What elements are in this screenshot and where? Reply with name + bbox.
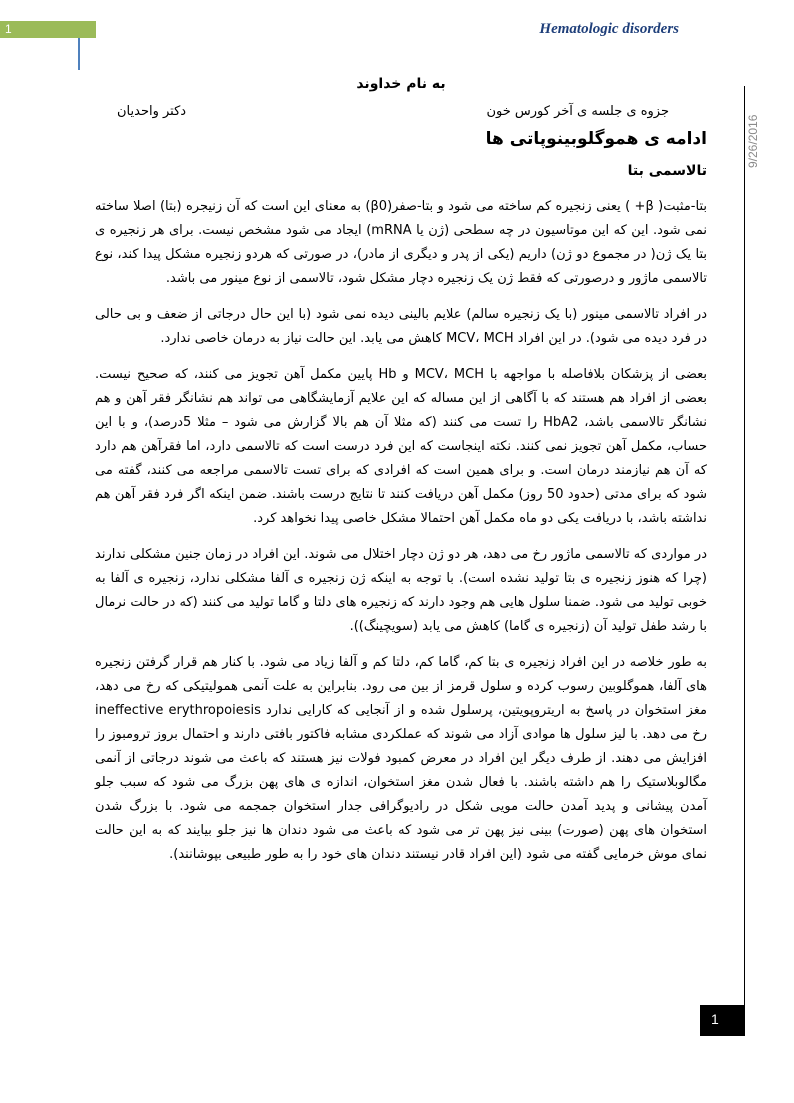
page-number: 1 (711, 1011, 719, 1027)
paragraph: به طور خلاصه در این افراد زنجیره ی بتا کم، گاما کم، دلتا کم و آلفا زیاد می شود. با کنار هم قرار گرفتن زنجیره های آلفا، هموگلوبین رسوب کرده و سلول قرمز از بین می رود. بنابراین به علت آنمی همولیتیکی که رخ می دهد، مغز استخوان در پاسخ به اریتروپویتین، پرسلول شده و از آنجایی که کارایی ندارد ineffective erythropoiesis رخ می دهد. با لیز سلول ها موادی آزاد می شوند که عملکردی مشابه فاکتور بافتی دارند و احتمال بروز ترومبوز را افزایش می دهند. از طرف دیگر این افراد در معرض کمبود فولات نیز هستند که باعث می شوند درجاتی از آنمی مگالوبلاستیک را هم داشته باشند. با فعال شدن مغز استخوان، اندازه ی های پهن بزرگ می شود که سبب جلو آمدن پیشانی و پدید آمدن حالت مویی شکل در رادیوگرافی جدار استخوان جمجمه می شود. با بزرگ شدن استخوان های پهن (صورت) بینی نیز پهن تر می شود که باعث می شود دندان ها نیز جلو بیایند که به این حالت نمای موش خرمایی گفته می شود (این افراد قادر نیستند دندان های خود را به طور طبیعی بپوشانند). (95, 655, 707, 862)
margin-rule (744, 86, 745, 1008)
document-meta (95, 104, 707, 119)
course-title: جزوه ی جلسه ی آخر کورس خون (486, 104, 669, 119)
paragraph: در افراد تالاسمی مینور (با یک زنجیره سالم) علایم بالینی دیده نمی شود (با این حال درجاتی از ضعف و بی حالی در فرد دیده می شود). در این افراد MCV، MCH کاهش می یابد. این حالت نیاز به درمان خاصی ندارد. (95, 307, 707, 346)
lecturer-name: دکتر واحدیان (117, 104, 187, 119)
section-subheading: تالاسمی بتا (627, 163, 707, 179)
chapter-tab (0, 21, 96, 38)
date-stamp (746, 88, 768, 168)
date-text: 9/26/2016 (746, 114, 760, 168)
paragraph: بتا-مثبت( β+ ) یعنی زنجیره کم ساخته می شود و بتا-صفر(β0) به معنای این است که آن زنیجره (بتا) اصلا ساخته نمی شود. این که این موتاسیون در چه سطحی (ژن یا mRNA) ایجاد می شود مشخص نیست. برای هر زنجیره ی بتا یک ژن( در مجموع دو ژن) داریم (یکی از پدر و دیگری از مادر)، در صورتی که هردو زنجیره مشکل پیدا کند، نوع تالاسمی ماژور و درصورتی که فقط ژن یک زنجیره دچار مشکل شود، تالاسمی از نوع مینور می باشد. (95, 199, 707, 286)
header-accent-line (78, 38, 80, 70)
paragraph: در مواردی که تالاسمی ماژور رخ می دهد، هر دو ژن دچار اختلال می شوند. این افراد در زمان جنین مشکلی ندارند (چرا که هنوز زنجیره ی بتا تولید نشده است). با توجه به اینکه ژن زنجیره ی آلفا مشکلی ندارد، زنجیره ی آلفا به خوبی تولید می شود. ضمنا سلول هایی هم وجود دارند که زنجیره های دلتا و گاما تولید می کنند (که در حالت نرمال با رشد طفل تولید آن (زنجیره ی گاما) کاهش می یابد (سویچینگ)). (95, 547, 707, 634)
section-heading: ادامه ی هموگلوبینوپاتی ها (485, 129, 707, 149)
paragraph: بعضی از پزشکان بلافاصله با مواجهه با MCV، MCH و Hb پایین مکمل آهن تجویز می کنند، که صحیح نیست. بعضی از افراد هم هستند که با آگاهی از این مساله که این علایم آزمایشگاهی می تواند هم نشانگر فقر آهن و هم نشانگر تالاسمی باشد، HbA2 را تست می کنند (که مثلا آن هم بالا گزارش می شود – مثلا 5درصد)، و با این حساب، مکمل آهن تجویز نمی کنند. نکته اینجاست که این فرد درست است که تالاسمی دارد، اما فقرآهن هم دارد که آن هم نیازمند درمان است. و برای همین است که افرادی که برای تست تالاسمی مراجعه می کنند، گفته می شود که برای مدتی (حدود 50 روز) مکمل آهن دریافت کنند تا نتایج درست باشند. ضمن اینکه اگر فرد فقر آهن هم نداشته باشد، با دریافت یکی دو ماه مکمل آهن احتمالا مشکل خاصی پیدا نخواهد کرد. (95, 367, 707, 526)
document-body (95, 72, 707, 879)
basmala: به نام خداوند (356, 76, 446, 92)
page-number-badge (700, 1005, 745, 1036)
tab-number: 1 (5, 22, 12, 36)
header-title: Hematologic disorders (539, 21, 679, 37)
